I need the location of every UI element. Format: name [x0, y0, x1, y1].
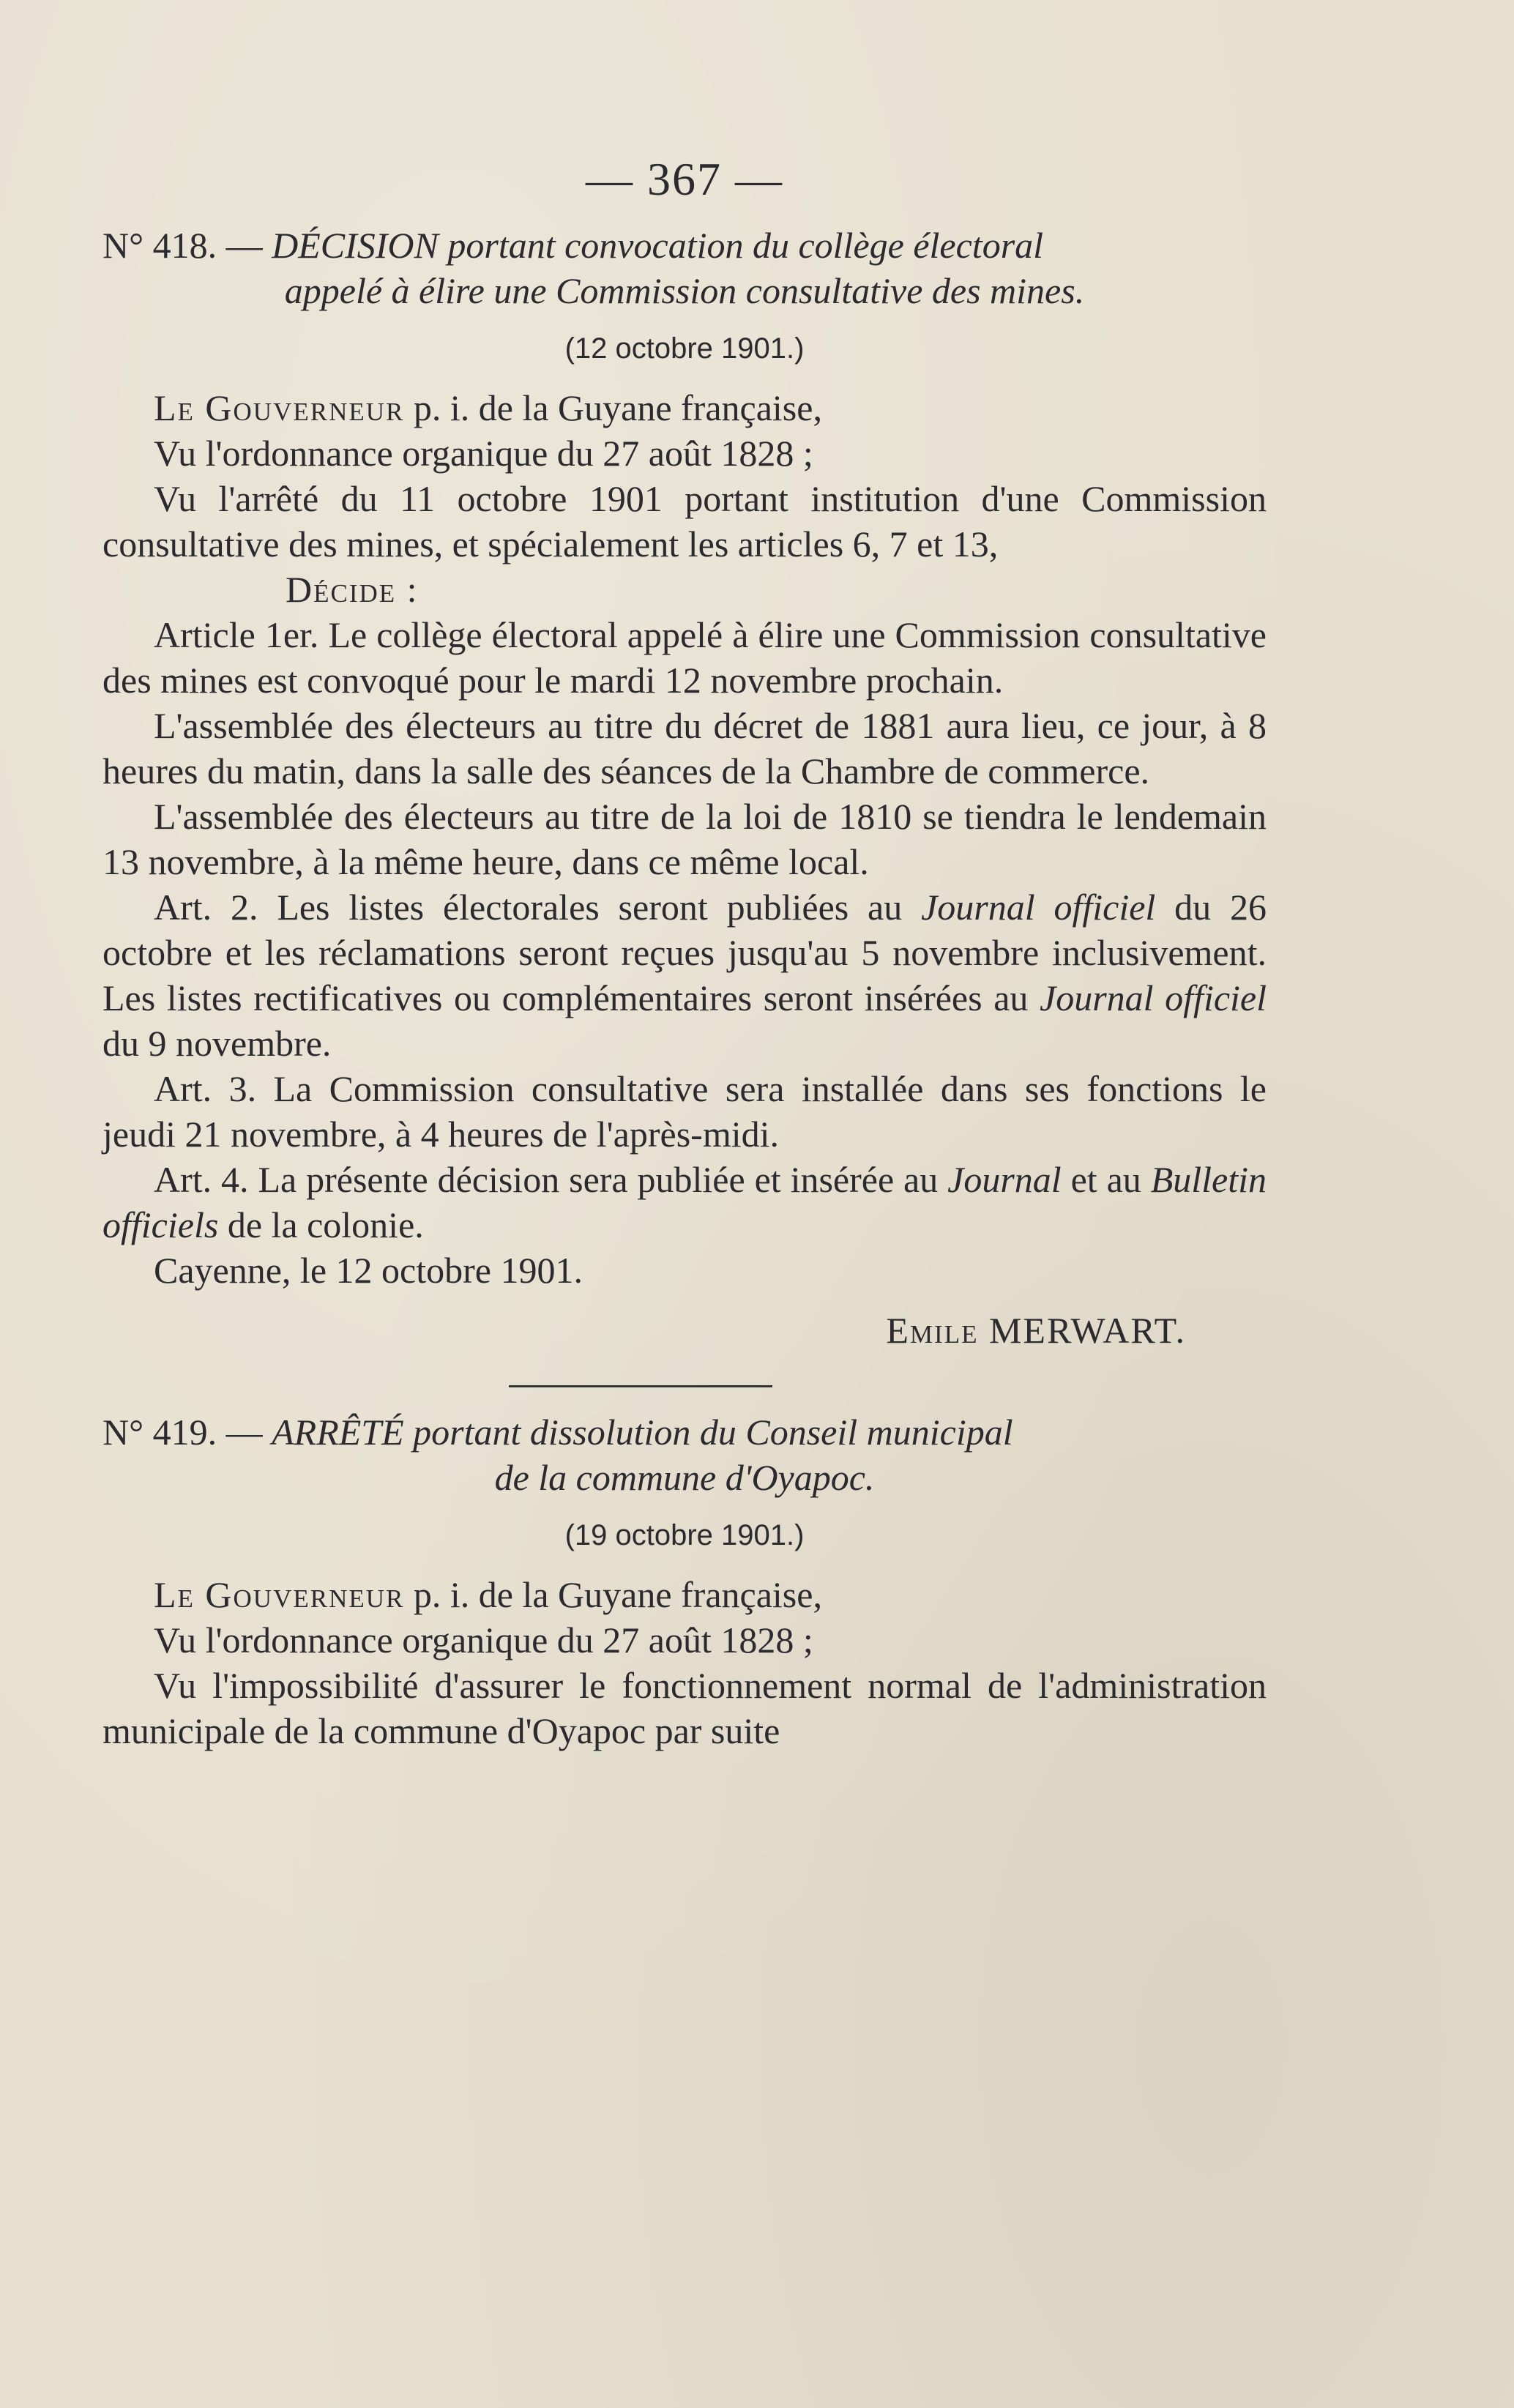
signature-first-name: Emile — [886, 1310, 979, 1351]
decision-418-assembly-1881: L'assemblée des électeurs au titre du décret de 1881 aura lieu, ce jour, à 8 heures du matin, dans la salle des séances de la Chambre de commerce. — [102, 705, 1267, 791]
decision-418-intro-text: p. i. de la Guyane française, — [413, 387, 822, 428]
arrete-419-number: N° 419. — — [102, 1412, 263, 1453]
decision-418-article-3: Art. 3. La Commission consultative sera installée dans ses fonctions le jeudi 21 novembre, à 4 heures de l'après-midi. — [102, 1068, 1267, 1155]
document-body — [102, 154, 1267, 1753]
decision-418-title-keyword: DÉCISION — [272, 225, 439, 266]
article-2-journal-1: Journal officiel — [921, 887, 1156, 928]
arrete-419-title: portant dissolution du Conseil municipal — [413, 1412, 1013, 1453]
decision-418-title: portant convocation du collège électoral — [447, 225, 1044, 266]
article-1-label: Article 1er. — [154, 614, 319, 655]
decision-418-number: N° 418. — — [102, 225, 263, 266]
arrete-419-title-line2: de la commune d'Oyapoc. — [494, 1457, 875, 1498]
decision-418-decide: Décide : — [286, 569, 419, 610]
decision-418-intro — [102, 385, 1267, 430]
decision-418-date: (12 octobre 1901.) — [564, 332, 805, 365]
article-2-text-b: du 26 octobre et les réclamations seront reçues jusqu'au 5 novembre inclusivement. Les listes rectificatives ou complémentaires seront insérées au — [102, 887, 1267, 1018]
decision-418-intro-title: Le Gouverneur — [154, 387, 405, 428]
article-2-journal-2: Journal officiel — [1040, 977, 1267, 1018]
page-number: — 367 — — [586, 153, 783, 205]
decision-418-assembly-1810: L'assemblée des électeurs au titre de la loi de 1810 se tiendra le lendemain 13 novembre, à la même heure, dans ce même local. — [102, 796, 1267, 882]
decision-418-vu-1: Vu l'ordonnance organique du 27 août 1828 ; — [154, 433, 813, 474]
decision-418-article-4 — [102, 1157, 1267, 1248]
arrete-419-intro-text: p. i. de la Guyane française, — [413, 1574, 822, 1615]
signature-last-name: MERWART. — [988, 1310, 1186, 1351]
arrete-419-intro-title: Le Gouverneur — [154, 1574, 405, 1615]
arrete-419 — [102, 1409, 1267, 1753]
arrete-419-date: (19 octobre 1901.) — [564, 1519, 805, 1551]
article-2-text-c: du 9 novembre. — [102, 1023, 332, 1064]
article-4-text-a: Art. 4. La présente décision sera publiée et insérée au — [154, 1159, 939, 1200]
decision-418 — [102, 223, 1267, 1353]
article-2-text-a: Art. 2. Les listes électorales seront publiées au — [154, 887, 903, 928]
decision-418-closing: Cayenne, le 12 octobre 1901. — [154, 1250, 583, 1291]
arrete-419-vu-1: Vu l'ordonnance organique du 27 août 1828 ; — [154, 1619, 813, 1660]
arrete-419-intro — [102, 1572, 1267, 1617]
article-4-bulletin: Bulletin officiels — [102, 1159, 1267, 1245]
arrete-419-heading — [102, 1409, 1267, 1500]
article-4-journal: Journal — [947, 1159, 1062, 1200]
section-divider — [509, 1385, 772, 1387]
arrete-419-title-keyword: ARRÊTÉ — [272, 1412, 404, 1453]
article-1-text: Le collège électoral appelé à élire une Commission consultative des mines est convoqué pour le mardi 12 novembre prochain. — [102, 614, 1267, 701]
decision-418-signature — [102, 1308, 1267, 1353]
arrete-419-vu-2: Vu l'impossibilité d'assurer le fonctionnement normal de l'administration municipale de la commune d'Oyapoc par suite — [102, 1665, 1267, 1751]
decision-418-vu-2: Vu l'arrêté du 11 octobre 1901 portant institution d'une Commission consultative des mines, et spécialement les articles 6, 7 et 13, — [102, 478, 1267, 564]
article-4-text-b: et au — [1070, 1159, 1141, 1200]
decision-418-heading — [102, 223, 1267, 313]
decision-418-article-2 — [102, 884, 1267, 1066]
article-4-text-c: de la colonie. — [227, 1204, 424, 1245]
decision-418-title-line2: appelé à élire une Commission consultative des mines. — [284, 270, 1085, 311]
decision-418-article-1 — [102, 612, 1267, 703]
